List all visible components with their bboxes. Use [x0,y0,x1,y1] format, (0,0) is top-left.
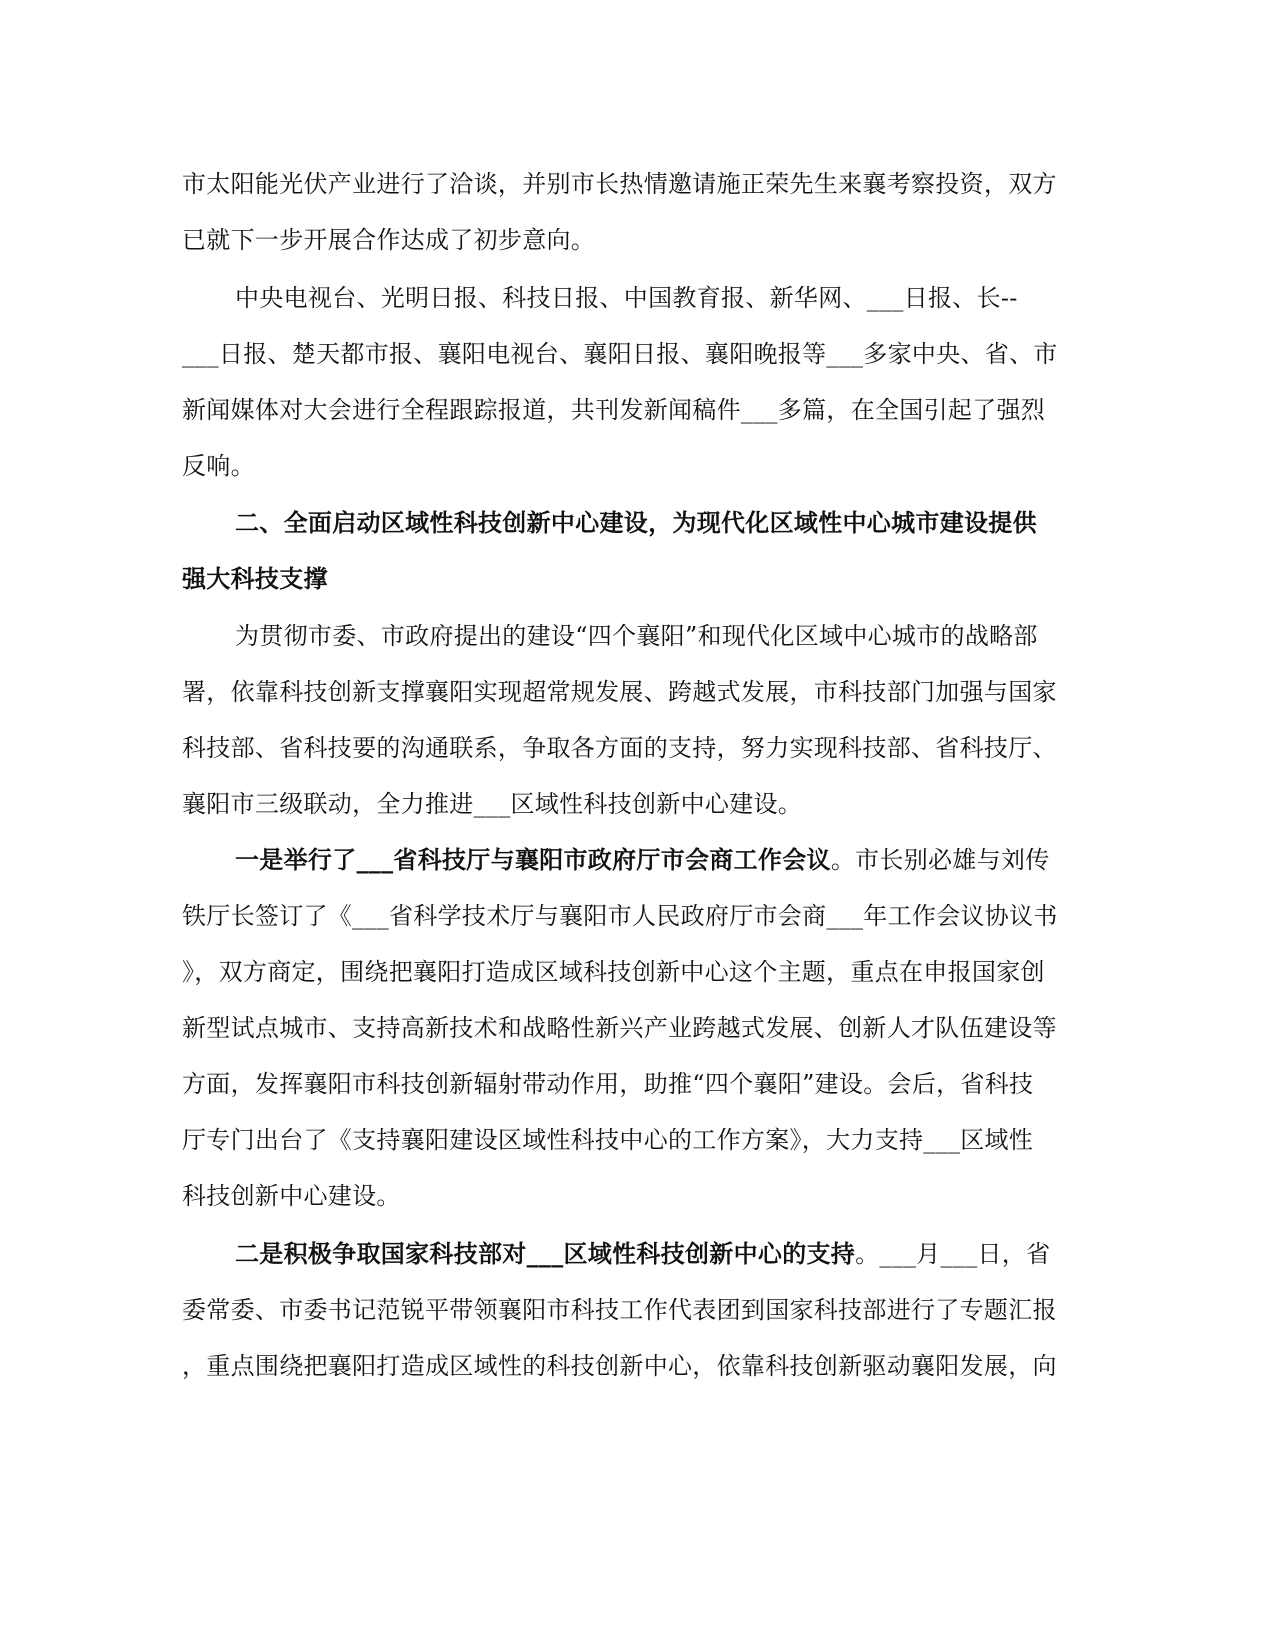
text-line: 市太阳能光伏产业进行了洽谈，并别市长热情邀请施正荣先生来襄考察投资，双方 [182,170,1057,198]
text-line: 新型试点城市、支持高新技术和战略性新兴产业跨越式发展、创新人才队伍建设等 [182,1014,1057,1042]
lead-phrase: 一是举行了___省科技厅与襄阳市政府厅市会商工作会议 [235,845,831,874]
text-line: 反响。 [182,452,255,480]
text-line: ___日报、楚天都市报、襄阳电视台、襄阳日报、襄阳晚报等___多家中央、省、市 [182,340,1058,368]
text-line: 铁厅长签订了《___省科学技术厅与襄阳市人民政府厅市会商___年工作会议协议书 [182,902,1058,930]
lead-phrase: 二是积极争取国家科技部对___区域性科技创新中心的支持 [235,1239,856,1268]
text-line: ，重点围绕把襄阳打造成区域性的科技创新中心，依靠科技创新驱动襄阳发展，向 [182,1352,1057,1380]
text-line: 新闻媒体对大会进行全程跟踪报道，共刊发新闻稿件___多篇，在全国引起了强烈 [182,396,1046,424]
text-line: 已就下一步开展合作达成了初步意向。 [182,226,596,254]
text-line: 厅专门出台了《支持襄阳建设区域性科技中心的工作方案》，大力支持___区域性 [182,1126,1034,1154]
text-span: 。___月___日，省 [855,1240,1051,1268]
text-line: 襄阳市三级联动，全力推进___区域性科技创新中心建设。 [182,790,803,818]
text-line: 委常委、市委书记范锐平带领襄阳市科技工作代表团到国家科技部进行了专题汇报 [182,1296,1057,1324]
text-line: 中央电视台、光明日报、科技日报、中国教育报、新华网、___日报、长-- [235,284,1018,312]
text-line [235,840,1135,880]
section-heading: 二、全面启动区域性科技创新中心建设，为现代化区域性中心城市建设提供 [235,508,1037,537]
text-span: 。市长别必雄与刘传 [830,846,1050,874]
text-line [235,1234,1135,1274]
text-line: 科技创新中心建设。 [182,1182,401,1210]
text-line: 方面，发挥襄阳市科技创新辐射带动作用，助推“四个襄阳”建设。会后，省科技 [182,1070,1034,1098]
section-heading: 强大科技支撑 [182,564,328,593]
text-line: 署，依靠科技创新支撑襄阳实现超常规发展、跨越式发展，市科技部门加强与国家 [182,678,1057,706]
text-line: 为贯彻市委、市政府提出的建设“四个襄阳”和现代化区域中心城市的战略部 [235,622,1038,650]
text-line: 科技部、省科技要的沟通联系，争取各方面的支持，努力实现科技部、省科技厅、 [182,734,1057,762]
text-line: 》，双方商定，围绕把襄阳打造成区域科技创新中心这个主题，重点在申报国家创 [182,958,1045,986]
